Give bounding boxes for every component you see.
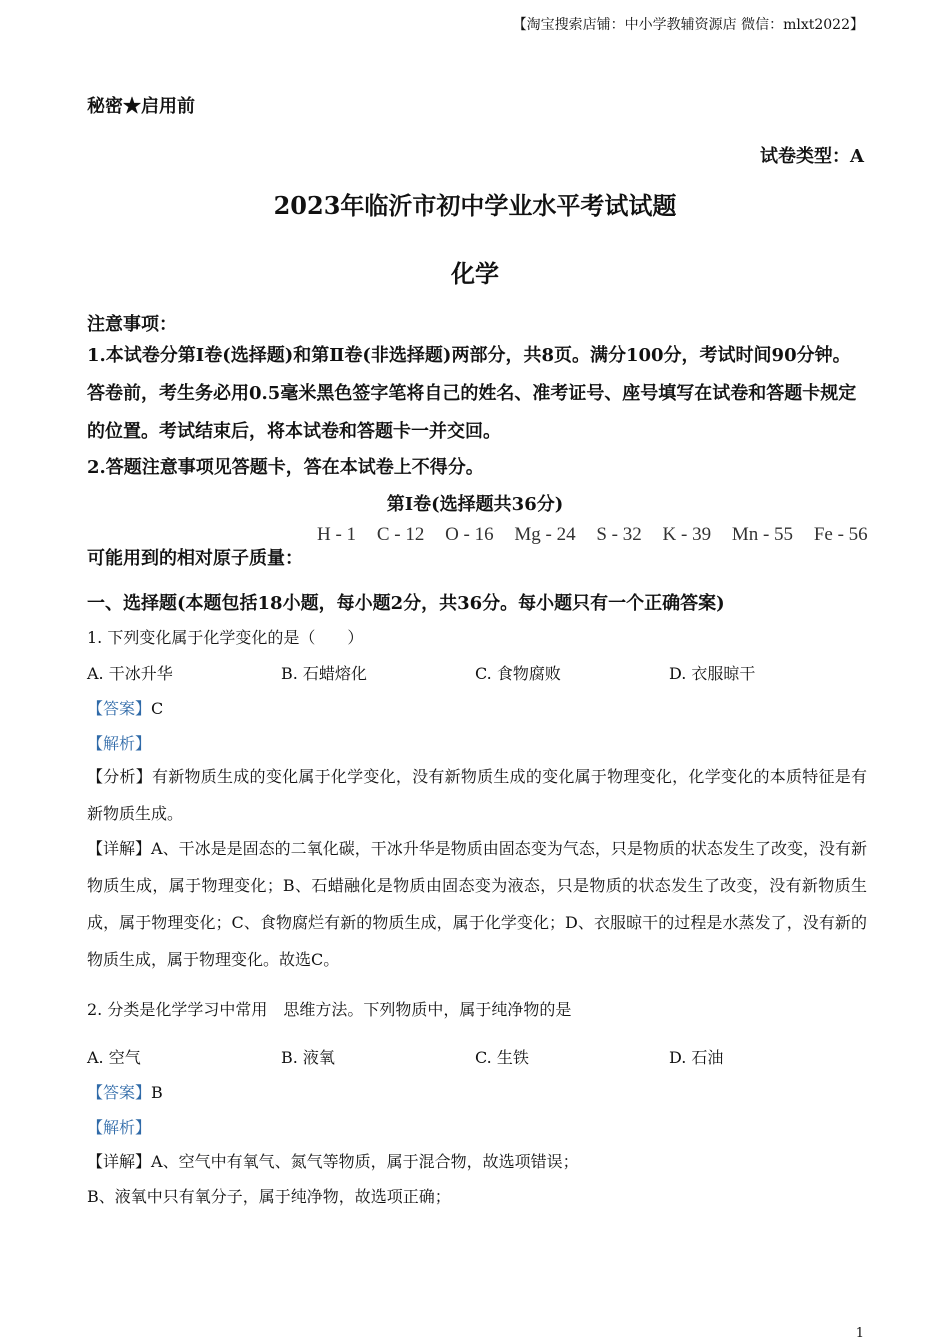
- atomic-mass-c: C - 12: [376, 524, 425, 545]
- q2-detail-b: B、液氧中只有氧分子，属于纯净物，故选项正确；: [87, 1187, 451, 1206]
- header-note: 【淘宝搜索店铺：中小学教辅资源店 微信：mlxt2022】: [512, 17, 864, 33]
- q2-answer-tag: 【答案】: [87, 1083, 152, 1102]
- q2-detail-a: [87, 1149, 579, 1172]
- q2-option-a: A. 空气: [87, 1048, 141, 1067]
- q2-detail-a-text: A、空气中有氧气、氮气等物质，属于混合物，故选项错误；: [151, 1152, 579, 1171]
- q1-fenxi: [87, 758, 867, 832]
- q1-answer-tag: 【答案】: [87, 699, 152, 718]
- notice-item-2: 2.答题注意事项见答题卡，答在本试卷上不得分。: [87, 457, 484, 478]
- atomic-mass-s: S - 32: [596, 524, 642, 545]
- part-heading: 一、选择题(本题包括18小题，每小题2分，共36分。每小题只有一个正确答案): [87, 593, 725, 614]
- q1-fenxi-text: 有新物质生成的变化属于化学变化，没有新物质生成的变化属于物理变化，化学变化的本质特征是有新物质生成。: [87, 767, 867, 823]
- q2-analysis-tag: 【解析】: [87, 1118, 152, 1137]
- q1-options: [87, 661, 867, 684]
- q2-answer: [87, 1080, 163, 1103]
- q1-option-a: A. 干冰升华: [87, 664, 173, 683]
- q2-option-b: B. 液氧: [281, 1048, 335, 1067]
- q1-option-d: D. 衣服晾干: [669, 664, 756, 683]
- q1-answer-value: C: [151, 699, 164, 718]
- q1-option-c: C. 食物腐败: [475, 664, 561, 683]
- atomic-mass-mg: Mg - 24: [514, 524, 576, 545]
- q2-detail-tag: 【详解】: [87, 1152, 152, 1171]
- q1-detail-tag: 【详解】: [87, 839, 152, 858]
- atomic-mass-mn: Mn - 55: [731, 524, 794, 545]
- q1-answer: [87, 696, 163, 719]
- atomic-mass-k: K - 39: [662, 524, 712, 545]
- page-number: 1: [855, 1326, 864, 1341]
- exam-title: 2023年临沂市初中学业水平考试试题: [273, 191, 677, 220]
- q1-detail: [87, 830, 867, 978]
- notice-item-1: 1.本试卷分第Ⅰ卷(选择题)和第Ⅱ卷(非选择题)两部分，共8页。满分100分，考试时间90分钟。答卷前，考生务必用0.5毫米黑色签字笔将自己的姓名、准考证号、座号填写在试卷和答题卡规定的位置。考试结束后，将本试卷和答题卡一并交回。: [87, 345, 857, 442]
- q2-stem: 2. 分类是化学学习中常用 思维方法。下列物质中，属于纯净物的是: [87, 1000, 572, 1019]
- q1-option-b: B. 石蜡熔化: [281, 664, 367, 683]
- q1-analysis-tag: 【解析】: [87, 734, 152, 753]
- atomic-mass-list: [317, 524, 884, 546]
- atomic-mass-h: H - 1: [317, 524, 357, 545]
- atomic-mass-fe: Fe - 56: [813, 524, 868, 545]
- subject-title: 化学: [451, 259, 499, 288]
- atomic-mass-o: O - 16: [445, 524, 494, 545]
- secret-label: 秘密★启用前: [87, 96, 195, 117]
- q2-options: [87, 1045, 867, 1068]
- section-title: 第Ⅰ卷(选择题共36分): [386, 494, 564, 515]
- q1-fenxi-tag: 【分析】: [87, 767, 153, 786]
- atomic-mass-label: 可能用到的相对原子质量：: [87, 548, 303, 569]
- q2-option-d: D. 石油: [669, 1048, 724, 1067]
- q2-option-c: C. 生铁: [475, 1048, 529, 1067]
- q1-stem: 1. 下列变化属于化学变化的是（ ）: [87, 628, 364, 647]
- paper-type: 试卷类型：A: [760, 146, 864, 167]
- notice-heading: 注意事项：: [87, 314, 177, 335]
- q1-detail-text: A、干冰是是固态的二氧化碳，干冰升华是物质由固态变为气态，只是物质的状态发生了改变，没有新物质生成，属于物理变化；B、石蜡融化是物质由固态变为液态，只是物质的状态发生了改变，没有新物质生成，属于物理变化；C、食物腐烂有新的物质生成，属于化学变化；D、衣服晾干的过程是水蒸发了，没有新的物质生成，属于物理变化。故选C。: [87, 839, 867, 969]
- q2-answer-value: B: [151, 1083, 163, 1102]
